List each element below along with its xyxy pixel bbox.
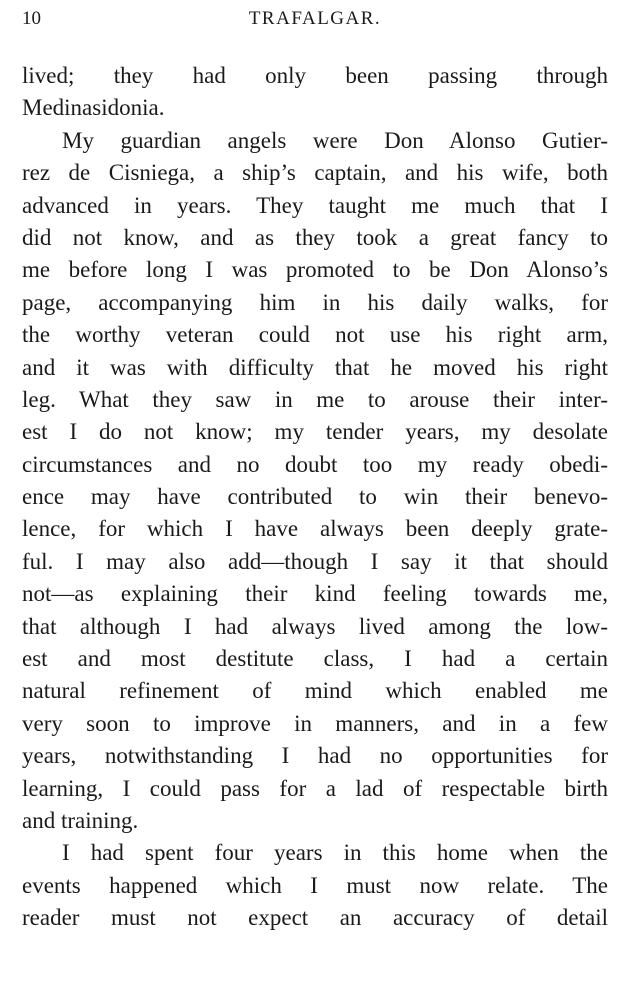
text-line: the worthy veteran could not use his right arm,	[22, 322, 608, 348]
text-line: that although I had always lived among the low-	[22, 613, 608, 639]
text-line: My guardian angels were Don Alonso Gutier-	[62, 127, 608, 153]
text-line: events happened which I must now relate. The	[22, 872, 608, 898]
text-line: Medinasidonia.	[22, 95, 165, 121]
text-line: ence may have contributed to win their benevo-	[22, 484, 608, 510]
text-line: page, accompanying him in his daily walks, for	[22, 289, 608, 315]
text-line: years, notwithstanding I had no opportunities for	[22, 743, 608, 769]
text-line: lence, for which I have always been deeply grate-	[22, 516, 608, 542]
text-line: me before long I was promoted to be Don Alonso’s	[22, 257, 608, 283]
text-line: did not know, and as they took a great fancy to	[22, 224, 608, 250]
text-line: very soon to improve in manners, and in a few	[22, 710, 608, 736]
page-number: 10	[22, 8, 41, 29]
text-line: ful. I may also add—though I say it that should	[22, 548, 608, 574]
text-line: learning, I could pass for a lad of respectable birth	[22, 775, 608, 801]
text-line: est and most destitute class, I had a certain	[22, 646, 608, 672]
text-line: advanced in years. They taught me much that I	[22, 192, 608, 218]
text-line: natural refinement of mind which enabled me	[22, 678, 608, 704]
text-line: est I do not know; my tender years, my desolate	[22, 419, 608, 445]
text-line: and training.	[22, 807, 139, 833]
text-line: and it was with difficulty that he moved his right	[22, 354, 608, 380]
text-line: circumstances and no doubt too my ready obedi-	[22, 451, 608, 477]
text-line: not—as explaining their kind feeling towards me,	[22, 581, 608, 607]
text-line: leg. What they saw in me to arouse their inter-	[22, 386, 608, 412]
running-head	[22, 6, 608, 32]
text-line: I had spent four years in this home when the	[62, 840, 608, 866]
running-title: TRAFALGAR.	[248, 8, 382, 29]
body-text	[22, 60, 608, 935]
text-line: lived; they had only been passing through	[22, 63, 608, 88]
text-line: reader must not expect an accuracy of detail	[22, 905, 608, 931]
text-line: rez de Cisniega, a ship’s captain, and his wife, both	[22, 160, 608, 186]
